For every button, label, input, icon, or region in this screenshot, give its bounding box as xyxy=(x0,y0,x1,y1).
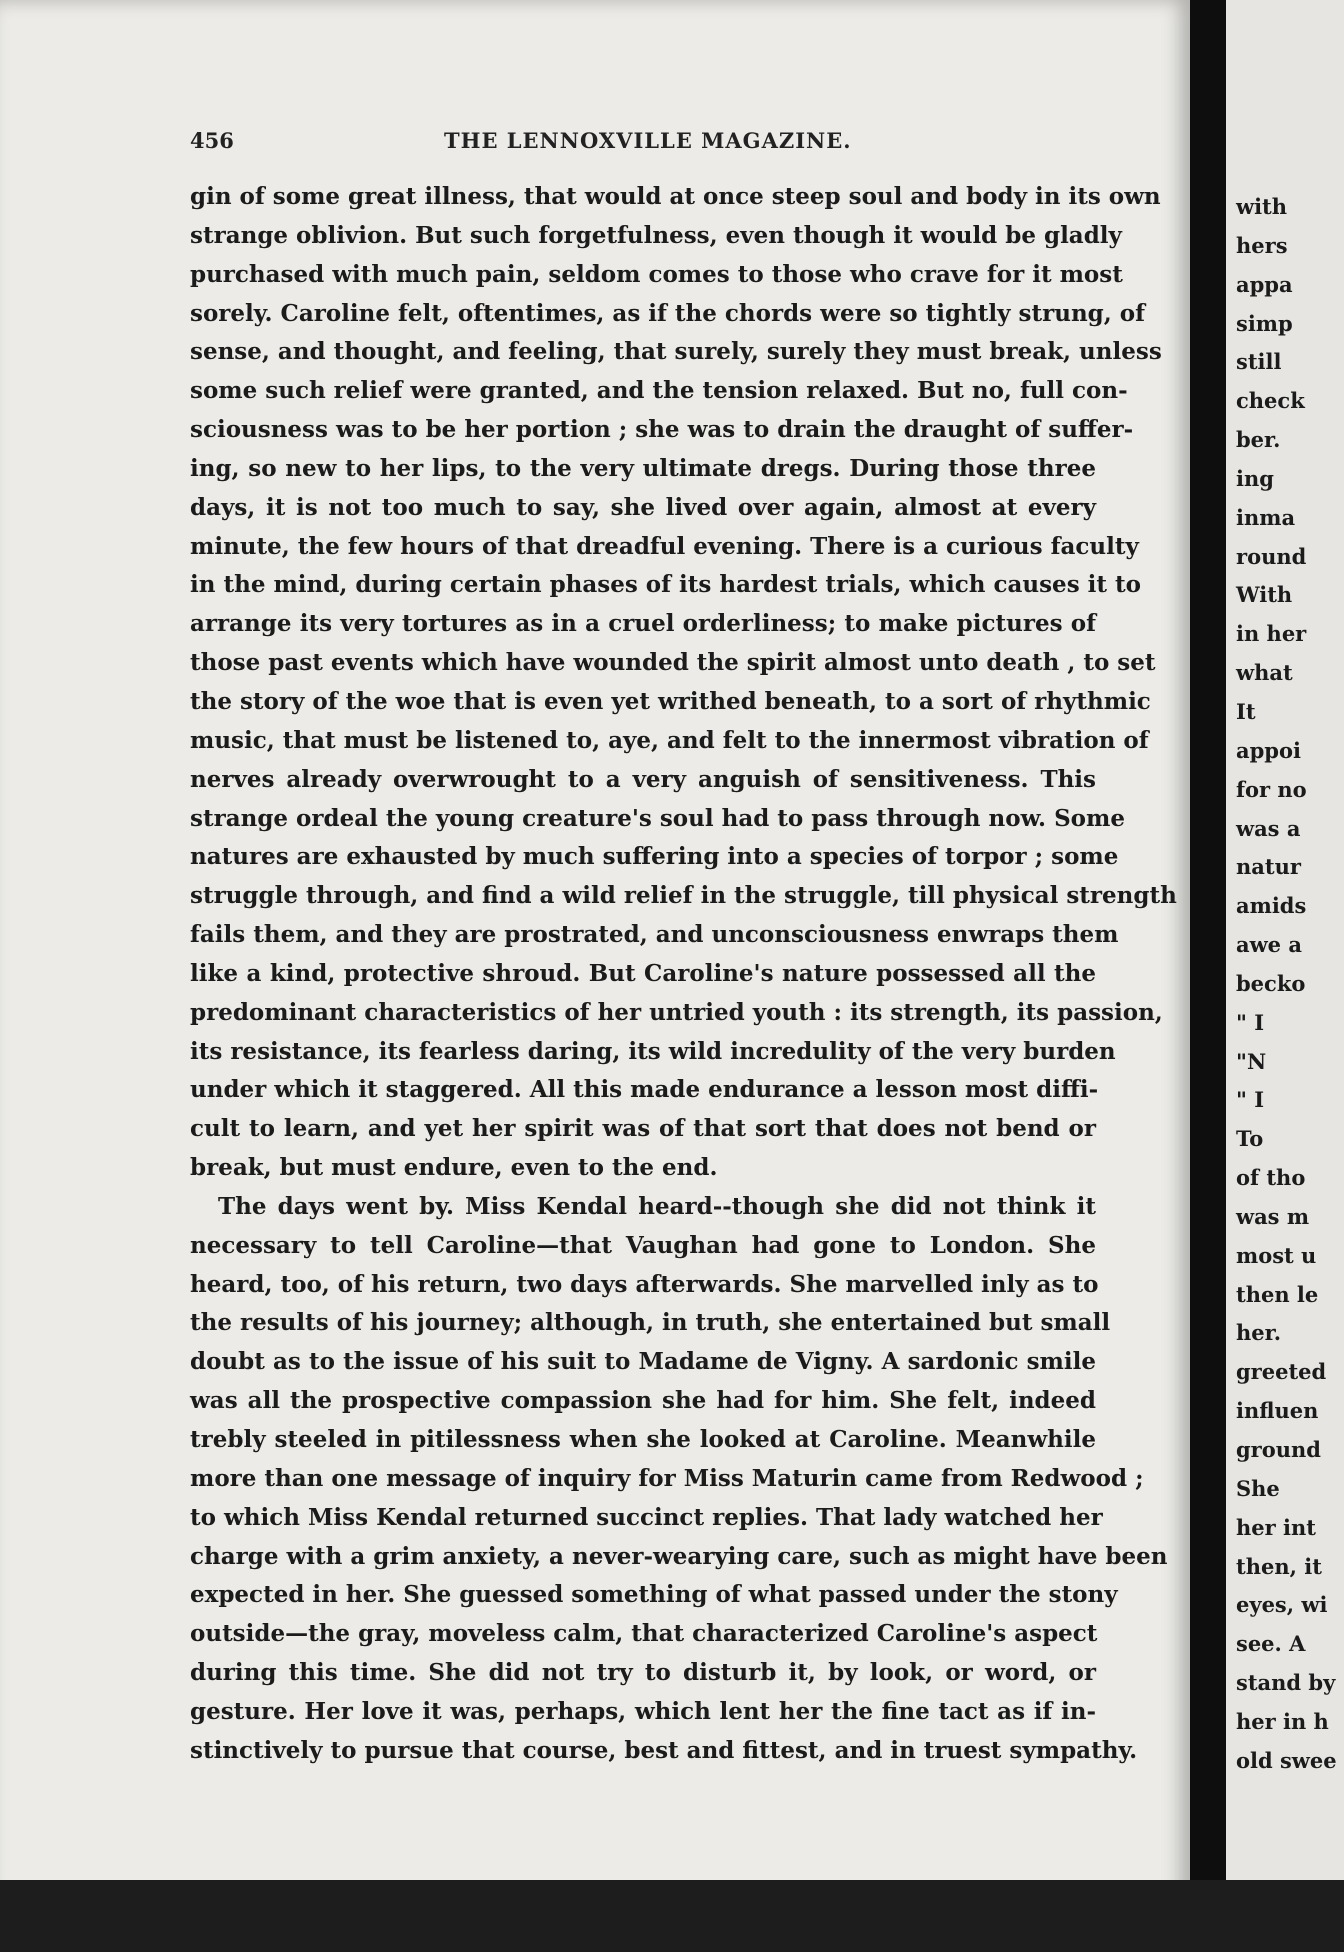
text-line: heard, too, of his return, two days afterwards. She marvelled inly as to xyxy=(190,1270,1099,1298)
fragment-line: for no xyxy=(1236,776,1307,802)
text-line: more than one message of inquiry for Miss Maturin came from Redwood ; xyxy=(190,1464,1144,1492)
text-line: break, but must endure, even to the end. xyxy=(190,1154,718,1182)
text-line: stinctively to pursue that course, best and fittest, and in truest sympathy. xyxy=(190,1736,1138,1764)
fragment-line: ground xyxy=(1236,1437,1321,1462)
text-line: struggle through, and find a wild relief in the struggle, till physical strength xyxy=(190,882,1177,910)
text-line: the results of his journey; although, in truth, she entertained but small xyxy=(190,1309,1111,1337)
body-text xyxy=(190,178,1177,1771)
fragment-line: With xyxy=(1236,582,1293,608)
fragment-line: most u xyxy=(1236,1242,1317,1268)
fragment-line: her int xyxy=(1236,1514,1316,1540)
fragment-line: stand by xyxy=(1236,1670,1336,1696)
text-line: natures are exhausted by much suffering into a species of torpor ; some xyxy=(190,843,1119,871)
fragment-line: appoi xyxy=(1236,737,1301,763)
fragment-line: eyes, wi xyxy=(1236,1592,1328,1618)
text-line: under which it staggered. All this made endurance a lesson most diffi- xyxy=(190,1076,1099,1104)
text-line: the story of the woe that is even yet writhed beneath, to a sort of rhythmic xyxy=(190,687,1151,715)
text-line: gin of some great illness, that would at once steep soul and body in its own xyxy=(190,183,1161,210)
text-line: charge with a grim anxiety, a never-wearying care, such as might have been xyxy=(190,1542,1168,1570)
scan-bottom-edge xyxy=(0,1880,1344,1952)
text-line: during this time. She did not try to disturb it, by look, or word, or xyxy=(190,1659,1096,1687)
text-line: like a kind, protective shroud. But Caroline's nature possessed all the xyxy=(190,959,1096,987)
fragment-line: of tho xyxy=(1236,1165,1306,1191)
fragment-line: check xyxy=(1236,388,1305,414)
text-line: sense, and thought, and feeling, that surely, surely they must break, unless xyxy=(190,338,1162,366)
text-line: music, that must be listened to, aye, and felt to the innermost vibration of xyxy=(190,726,1149,754)
fragment-line: hers xyxy=(1236,232,1288,258)
fragment-line: ing xyxy=(1236,465,1274,491)
right-page xyxy=(1226,0,1344,1952)
text-line: to which Miss Kendal returned succinct replies. That lady watched her xyxy=(190,1503,1103,1531)
fragment-line: then, it xyxy=(1236,1553,1322,1579)
fragment-line: in her xyxy=(1236,621,1307,647)
text-line: ing, so new to her lips, to the very ultimate dregs. During those three xyxy=(190,454,1096,482)
book-gutter xyxy=(1190,0,1226,1952)
fragment-line: greeted xyxy=(1236,1359,1327,1385)
fragment-line: becko xyxy=(1236,970,1306,996)
fragment-line: It xyxy=(1236,698,1256,724)
text-line: predominant characteristics of her untried youth : its strength, its passion, xyxy=(190,998,1163,1026)
fragment-line: with xyxy=(1236,194,1288,219)
fragment-line: "N xyxy=(1236,1048,1267,1074)
text-line: cult to learn, and yet her spirit was of that sort that does not bend or xyxy=(190,1115,1096,1143)
text-line: sorely. Caroline felt, oftentimes, as if the chords were so tightly strung, of xyxy=(190,299,1145,327)
page-number: 456 xyxy=(190,128,234,153)
text-line: expected in her. She guessed something of what passed under the stony xyxy=(190,1581,1118,1609)
text-line: its resistance, its fearless daring, its wild incredulity of the very burden xyxy=(190,1037,1116,1065)
fragment-line: round xyxy=(1236,543,1307,569)
text-line: minute, the few hours of that dreadful evening. There is a curious faculty xyxy=(190,532,1139,560)
fragment-line: her in h xyxy=(1236,1708,1329,1734)
fragment-line: was a xyxy=(1236,815,1301,841)
running-title: THE LENNOXVILLE MAGAZINE. xyxy=(444,128,852,153)
fragment-line: " I xyxy=(1236,1009,1265,1035)
right-page-text xyxy=(1236,188,1344,1781)
fragment-line: She xyxy=(1236,1475,1280,1501)
text-line: necessary to tell Caroline—that Vaughan had gone to London. She xyxy=(190,1231,1096,1259)
fragment-line: was m xyxy=(1236,1203,1310,1229)
fragment-line: simp xyxy=(1236,310,1293,336)
fragment-line: inma xyxy=(1236,504,1296,530)
text-line: fails them, and they are prostrated, and unconsciousness enwraps them xyxy=(190,921,1119,949)
text-line: arrange its very tortures as in a cruel orderliness; to make pictures of xyxy=(190,610,1096,638)
text-line: days, it is not too much to say, she lived over again, almost at every xyxy=(190,493,1096,521)
text-line: strange ordeal the young creature's soul had to pass through now. Some xyxy=(190,804,1125,832)
fragment-line: To xyxy=(1236,1126,1264,1152)
fragment-line: ber. xyxy=(1236,427,1281,453)
text-line: gesture. Her love it was, perhaps, which lent her the fine tact as if in- xyxy=(190,1697,1096,1725)
text-line: trebly steeled in pitilessness when she looked at Caroline. Meanwhile xyxy=(190,1426,1096,1453)
fragment-line: what xyxy=(1236,660,1293,686)
fragment-line: influen xyxy=(1236,1398,1319,1424)
fragment-line: appa xyxy=(1236,271,1293,297)
text-line: some such relief were granted, and the tension relaxed. But no, full con- xyxy=(190,377,1128,405)
text-line: The days went by. Miss Kendal heard--though she did not think it xyxy=(218,1192,1096,1220)
text-line: outside—the gray, moveless calm, that characterized Caroline's aspect xyxy=(190,1620,1098,1648)
text-line: purchased with much pain, seldom comes to those who crave for it most xyxy=(190,260,1123,288)
text-line: in the mind, during certain phases of its hardest trials, which causes it to xyxy=(190,571,1141,599)
fragment-line: then le xyxy=(1236,1281,1319,1307)
text-line: strange oblivion. But such forgetfulness, even though it would be gladly xyxy=(190,221,1122,249)
fragment-line: " I xyxy=(1236,1087,1265,1113)
running-head xyxy=(190,128,1090,158)
text-line: sciousness was to be her portion ; she was to drain the draught of suffer- xyxy=(190,416,1134,444)
fragment-line: amids xyxy=(1236,893,1307,919)
text-line: nerves already overwrought to a very anguish of sensitiveness. This xyxy=(190,765,1096,793)
text-line: doubt as to the issue of his suit to Madame de Vigny. A sardonic smile xyxy=(190,1348,1096,1376)
fragment-line: see. A xyxy=(1236,1631,1306,1657)
text-line: those past events which have wounded the spirit almost unto death , to set xyxy=(190,649,1156,677)
fragment-line: old swee xyxy=(1236,1747,1337,1773)
fragment-line: awe a xyxy=(1236,932,1302,958)
fragment-line: natur xyxy=(1236,854,1301,880)
fragment-line: her. xyxy=(1236,1320,1282,1346)
text-line: was all the prospective compassion she had for him. She felt, indeed xyxy=(190,1387,1096,1415)
fragment-line: still xyxy=(1236,349,1282,375)
